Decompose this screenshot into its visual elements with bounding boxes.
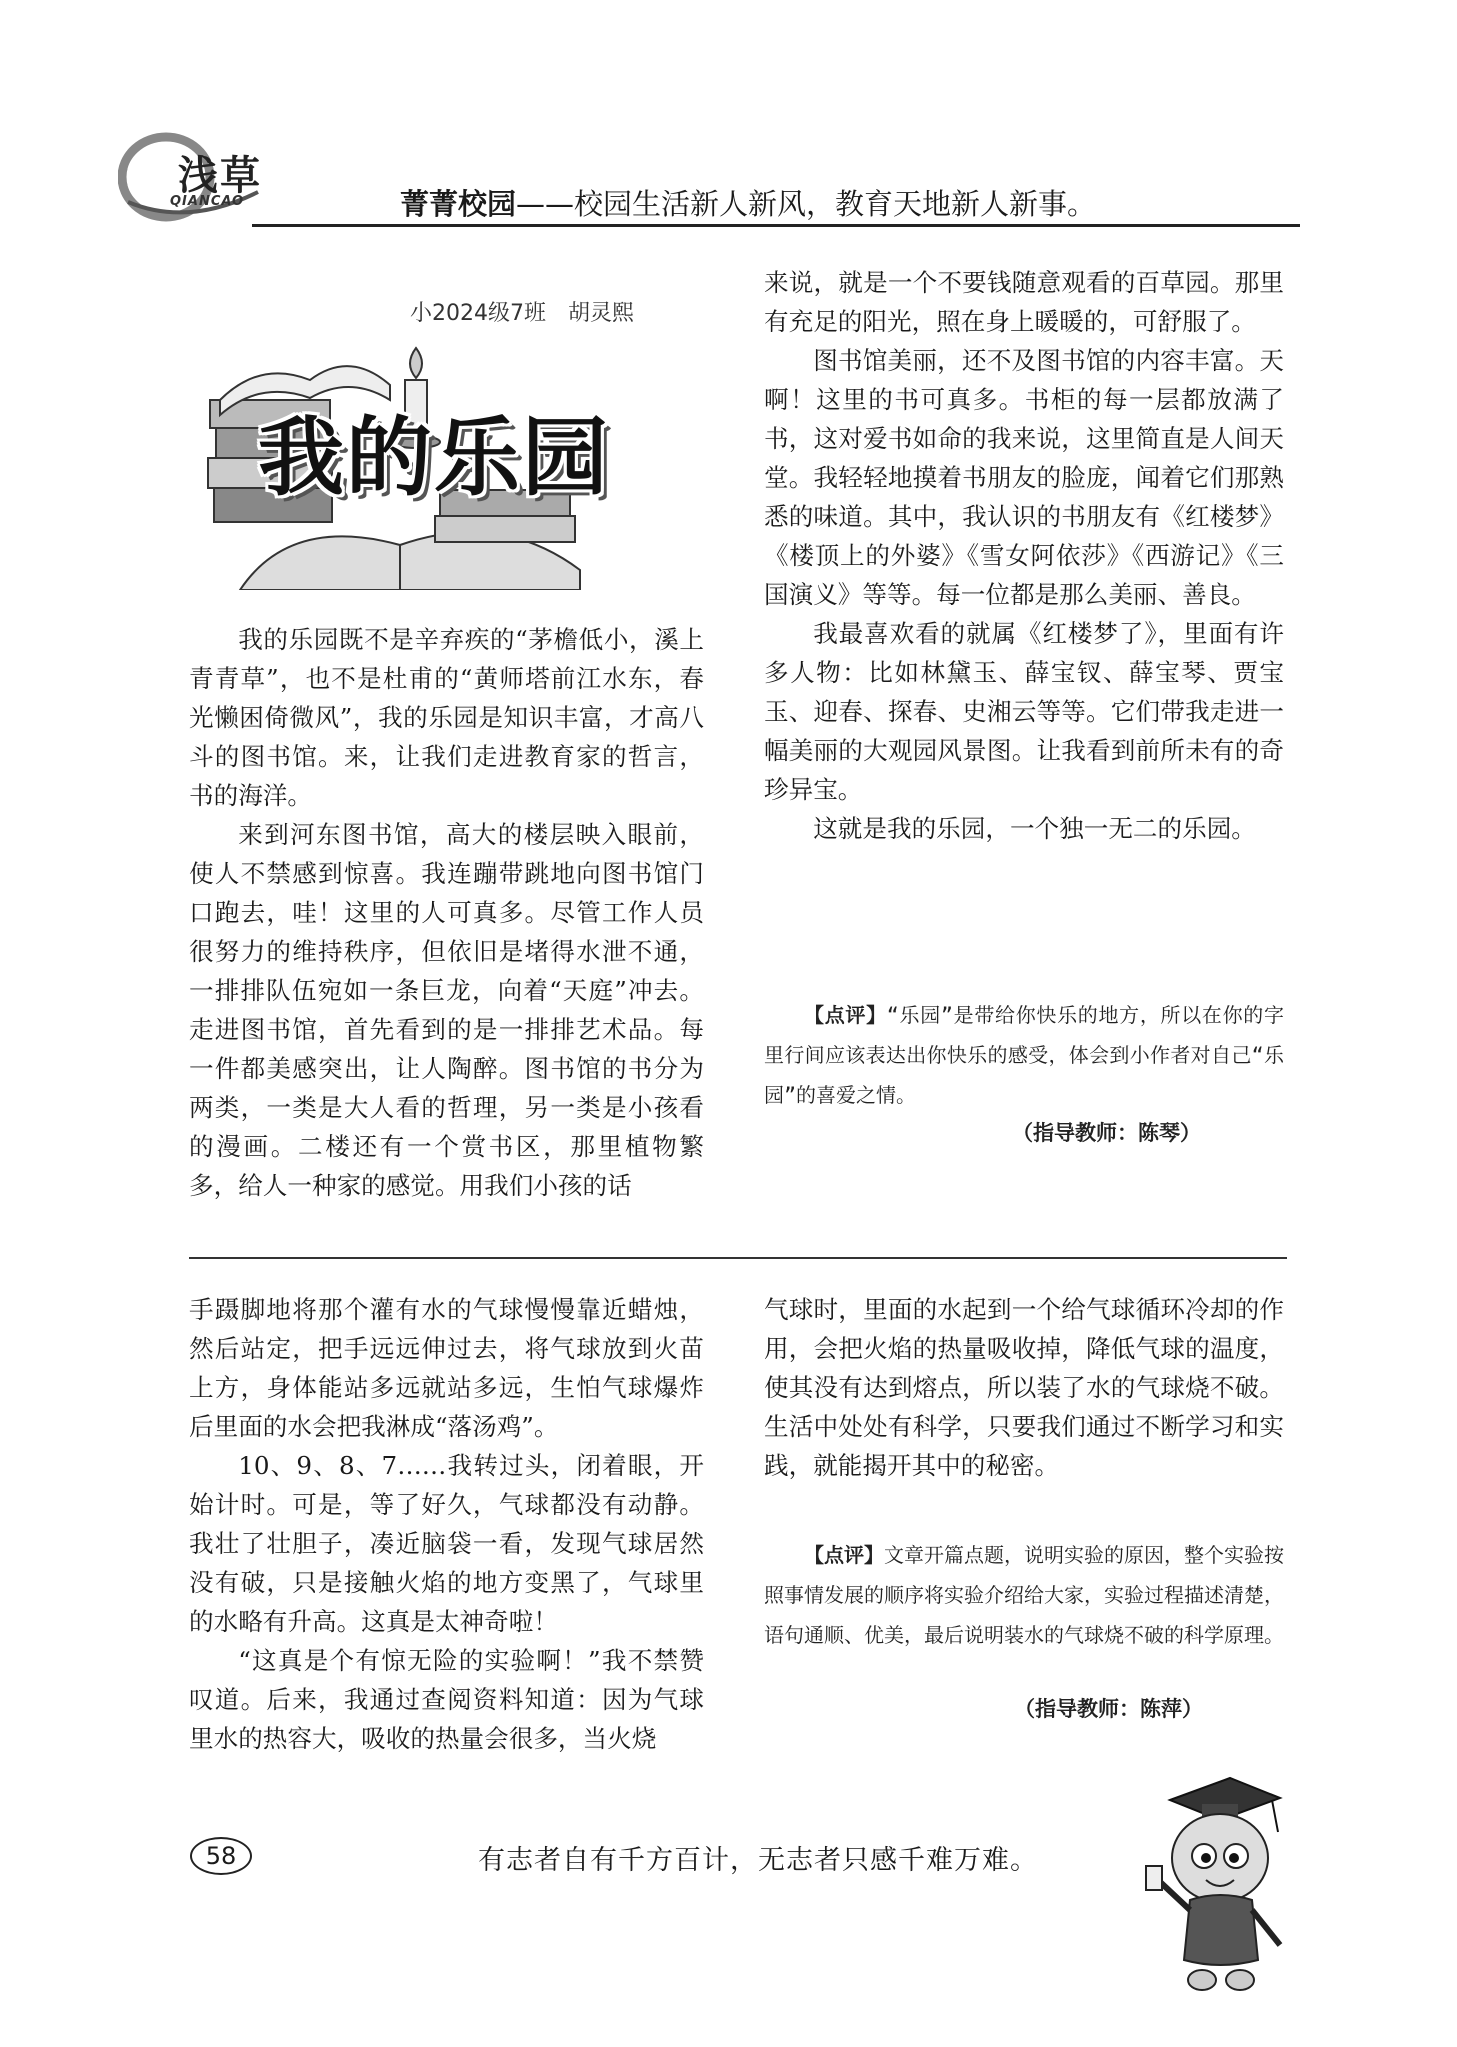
comment-tag: 【点评】 [804, 1003, 887, 1027]
section-tagline: ——校园生活新人新风，教育天地新人新事。 [516, 187, 1097, 221]
page-number: 58 [190, 1837, 252, 1875]
article-divider [189, 1257, 1287, 1259]
article-title: 我的乐园 [258, 408, 610, 508]
paragraph: “这真是个有惊无险的实验啊！”我不禁赞叹道。后来，我通过查阅资料知道：因为气球里水的热容大，吸收的热量会很多，当火烧 [189, 1646, 704, 1753]
paragraph: 来到河东图书馆，高大的楼层映入眼前，使人不禁感到惊喜。我连蹦带跳地向图书馆门口跑去，哇！这里的人可真多。尽管工作人员很努力的维持秩序，但依旧是堵得水泄不通，一排排队伍宛如一条巨龙，向着“天庭”冲去。走进图书馆，首先看到的是一排排艺术品。每一件都美感突出，让人陶醉。图书馆的书分为两类，一类是大人看的哲理，另一类是小孩看的漫画。二楼还有一个赏书区，那里植物繁多，给人一种家的感觉。用我们小孩的话 [189, 820, 704, 1200]
article1-comment [764, 995, 1284, 1115]
paragraph: 图书馆美丽，还不及图书馆的内容丰富。天啊！这里的书可真多。书柜的每一层都放满了书，这对爱书如命的我来说，这里简直是人间天堂。我轻轻地摸着书朋友的脸庞，闻着它们那熟悉的味道。其中，我认识的书朋友有《红楼梦》《楼顶上的外婆》《雪女阿依莎》《西游记》《三国演义》等等。每一位都是那么美丽、善良。 [764, 346, 1284, 609]
article1-teacher: （指导教师：陈琴） [1012, 1121, 1201, 1145]
graduate-mascot-icon [1140, 1770, 1290, 2000]
paragraph: 10、9、8、7……我转过头，闭着眼，开始计时。可是，等了好久，气球都没有动静。我壮了壮胆子，凑近脑袋一看，发现气球居然没有破，只是接触火焰的地方变黑了，气球里的水略有升高。这真是太神奇啦！ [189, 1451, 704, 1636]
paragraph: 这就是我的乐园，一个独一无二的乐园。 [813, 814, 1256, 843]
article2-teacher: （指导教师：陈萍） [1014, 1697, 1203, 1721]
logo-title: 浅草 [178, 153, 262, 199]
comment-text: “乐园”是带给你快乐的地方，所以在你的字里行间应该表达出你快乐的感受，体会到小作者对自己“乐园”的喜爱之情。 [764, 1003, 1285, 1107]
article-byline: 小2024级7班 胡灵熙 [410, 301, 634, 326]
paragraph-continuation: 来说，就是一个不要钱随意观看的百草园。那里有充足的阳光，照在身上暖暖的，可舒服了。 [764, 268, 1284, 336]
paragraph-continuation: 气球时，里面的水起到一个给气球循环冷却的作用，会把火焰的热量吸收掉，降低气球的温度，使其没有达到熔点，所以装了水的气球烧不破。生活中处处有科学，只要我们通过不断学习和实践，就能揭开其中的秘密。 [764, 1295, 1284, 1480]
paragraph: 我最喜欢看的就属《红楼梦了》，里面有许多人物：比如林黛玉、薛宝钗、薛宝琴、贾宝玉、迎春、探春、史湘云等等。它们带我走进一幅美丽的大观园风景图。让我看到前所未有的奇珍异宝。 [764, 619, 1284, 804]
article2-comment [764, 1535, 1284, 1655]
comment-text: 文章开篇点题，说明实验的原因，整个实验按照事情发展的顺序将实验介绍给大家，实验过程描述清楚，语句通顺、优美，最后说明装水的气球烧不破的科学原理。 [764, 1543, 1284, 1647]
header-divider [252, 224, 1300, 227]
comment-tag: 【点评】 [804, 1543, 884, 1567]
article2-right-column [764, 1290, 1284, 1485]
section-name: 菁菁校园 [400, 187, 517, 221]
magazine-logo [118, 132, 268, 222]
paragraph: 我的乐园既不是辛弃疾的“茅檐低小，溪上青青草”，也不是杜甫的“黄师塔前江水东，春光懒困倚微风”，我的乐园是知识丰富，才高八斗的图书馆。来，让我们走进教育家的哲言，书的海洋。 [189, 625, 704, 810]
logo-subtitle: QIANCAO [170, 194, 245, 209]
paragraph-continuation: 手蹑脚地将那个灌有水的气球慢慢靠近蜡烛，然后站定，把手远远伸过去，将气球放到火苗上方，身体能站多远就站多远，生怕气球爆炸后里面的水会把我淋成“落汤鸡”。 [189, 1295, 704, 1441]
section-header [400, 182, 1096, 223]
article1-left-column [189, 620, 704, 1205]
article1-right-column [764, 263, 1284, 848]
article2-left-column [189, 1290, 704, 1758]
footer-motto: 有志者自有千方百计，无志者只感千难万难。 [478, 1845, 1038, 1876]
